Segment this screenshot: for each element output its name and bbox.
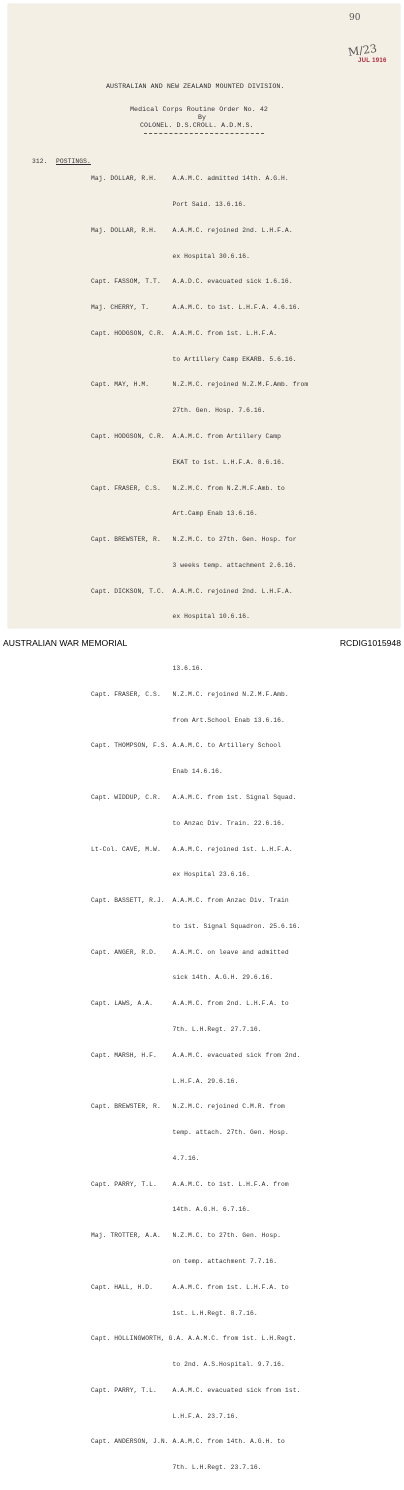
posting-line: ex Hospital 10.6.16.	[91, 613, 251, 621]
posting-line: Enab 14.6.16.	[91, 768, 223, 776]
posting-line: from Art.School Enab 13.6.16.	[91, 716, 285, 724]
posting-line: to Artillery Camp EKARB. 5.6.16.	[91, 355, 297, 363]
posting-line: Capt. FRASER, C.S. N.Z.M.C. from N.Z.M.F.Amb. to	[91, 484, 285, 492]
posting-line: ex Hospital 23.6.16.	[91, 871, 251, 879]
archive-reference: RCDIG1015948	[339, 638, 401, 648]
archive-footer	[0, 630, 404, 654]
posting-line: Maj. DOLLAR, R.H. A.A.M.C. rejoined 2nd. L.H.F.A.	[91, 226, 293, 234]
posting-line: Maj. CHERRY, T. A.A.M.C. to 1st. L.H.F.A. 4.6.16.	[91, 304, 301, 312]
posting-line: to 2nd. A.S.Hospital. 9.7.16.	[91, 1361, 285, 1369]
posting-line: Art.Camp Enab 13.6.16.	[91, 510, 258, 518]
posting-line: 27th. Gen. Hosp. 7.6.16.	[91, 407, 266, 415]
posting-line: Capt. THOMPSON, F.S. A.A.M.C. to Artillery School	[91, 742, 282, 750]
page-number-annotation: 90	[349, 13, 361, 23]
posting-line: Capt. HALL, H.D. A.A.M.C. from 1st. L.H.F.A. to	[91, 1283, 289, 1291]
posting-line: Capt. BREWSTER, R. N.Z.M.C. to 27th. Gen. Hosp. for	[91, 536, 297, 544]
division-heading: AUSTRALIAN AND NEW ZEALAND MOUNTED DIVISION.	[106, 83, 285, 90]
posting-line: Capt. FRASER, C.S. N.Z.M.C. rejoined N.Z.M.F.Amb.	[91, 690, 289, 698]
posting-line: 4.7.16.	[91, 1154, 200, 1162]
posting-line: EKAT to 1st. L.H.F.A. 8.6.16.	[91, 458, 285, 466]
order-author: COLONEL. D.S.CROLL. A.D.M.S.	[140, 122, 254, 129]
posting-line: on temp. attachment 7.7.16.	[91, 1258, 278, 1265]
posting-line: Capt. PARRY, T.L. A.A.M.C. evacuated sick from 1st.	[91, 1386, 301, 1394]
posting-line: Capt. ANDERSON, J.N. A.A.M.C. from 14th. A.G.H. to	[91, 1438, 285, 1446]
postings-list	[91, 158, 308, 1490]
archive-name: AUSTRALIAN WAR MEMORIAL	[3, 638, 128, 648]
posting-line: temp. attach. 27th. Gen. Hosp.	[91, 1129, 289, 1137]
posting-line: L.H.F.A. 23.7.16.	[91, 1412, 239, 1420]
posting-line: sick 14th. A.G.H. 29.6.16.	[91, 974, 274, 982]
file-reference-annotation: M/23	[347, 42, 378, 59]
posting-line: Capt. HODGSON, C.R. A.A.M.C. from Artillery Camp	[91, 433, 282, 440]
posting-line: Capt. MAY, H.M. N.Z.M.C. rejoined N.Z.M.F.Amb. from	[91, 381, 309, 389]
posting-line: Maj. TROTTER, A.A. N.Z.M.C. to 27th. Gen. Hosp.	[91, 1232, 282, 1240]
posting-line: to 1st. Signal Squadron. 25.6.16.	[91, 922, 301, 930]
posting-line: Port Said. 13.6.16.	[91, 200, 247, 208]
posting-line: Capt. WIDDUP, C.R. A.A.M.C. from 1st. Signal Squad.	[91, 793, 297, 801]
posting-line: Capt. DICKSON, T.C. A.A.M.C. rejoined 2nd. L.H.F.A.	[91, 587, 293, 595]
posting-line: 1st. L.H.Regt. 8.7.16.	[91, 1309, 258, 1317]
posting-line: ex Hospital 30.6.16.	[91, 252, 251, 260]
posting-line: Capt. PARRY, T.L. A.A.M.C. to 1st. L.H.F.A. from	[91, 1180, 289, 1188]
order-title: Medical Corps Routine Order No. 42	[130, 106, 268, 113]
posting-line: Capt. ANGER, R.D. A.A.M.C. on leave and admitted	[91, 948, 289, 956]
posting-line: Capt. HOLLINGWORTH, G.A. A.A.M.C. from 1st. L.H.Regt.	[91, 1335, 297, 1343]
posting-line: 14th. A.G.H. 6.7.16.	[91, 1206, 251, 1214]
posting-line: 3 weeks temp. attachment 2.6.16.	[91, 561, 297, 569]
section-number: 312.	[32, 158, 48, 165]
date-stamp: JUL 1916	[358, 58, 387, 64]
posting-line: Capt. LAWS, A.A. A.A.M.C. from 2nd. L.H.F.A. to	[91, 1000, 289, 1008]
posting-line: to Anzac Div. Train. 22.6.16.	[91, 819, 285, 827]
posting-line: Capt. BASSETT, R.J. A.A.M.C. from Anzac Div. Train	[91, 897, 289, 905]
posting-line: Lt-Col. CAVE, M.W. A.A.M.C. rejoined 1st. L.H.F.A.	[91, 845, 293, 853]
posting-line: 13.6.16.	[91, 665, 204, 673]
posting-line: L.H.F.A. 29.6.16.	[91, 1077, 239, 1085]
posting-line: Capt. HODGSON, C.R. A.A.M.C. from 1st. L.H.F.A.	[91, 329, 278, 337]
posting-line: Capt. BREWSTER, R. N.Z.M.C. rejoined C.M.R. from	[91, 1103, 285, 1111]
posting-line: Capt. MARSH, H.F. A.A.M.C. evacuated sick from 2nd.	[91, 1051, 301, 1059]
order-by: By	[198, 114, 207, 121]
section-name: POSTINGS.	[56, 158, 91, 165]
heading-divider	[144, 133, 264, 134]
posting-line: Maj. DOLLAR, R.H. A.A.M.C. admitted 14th. A.G.H.	[91, 175, 289, 183]
posting-line: 7th. L.H.Regt. 23.7.16.	[91, 1464, 262, 1472]
posting-line: 7th. L.H.Regt. 27.7.16.	[91, 1025, 262, 1033]
posting-line: Capt. FASSOM, T.T. A.A.D.C. evacuated sick 1.6.16.	[91, 278, 293, 286]
